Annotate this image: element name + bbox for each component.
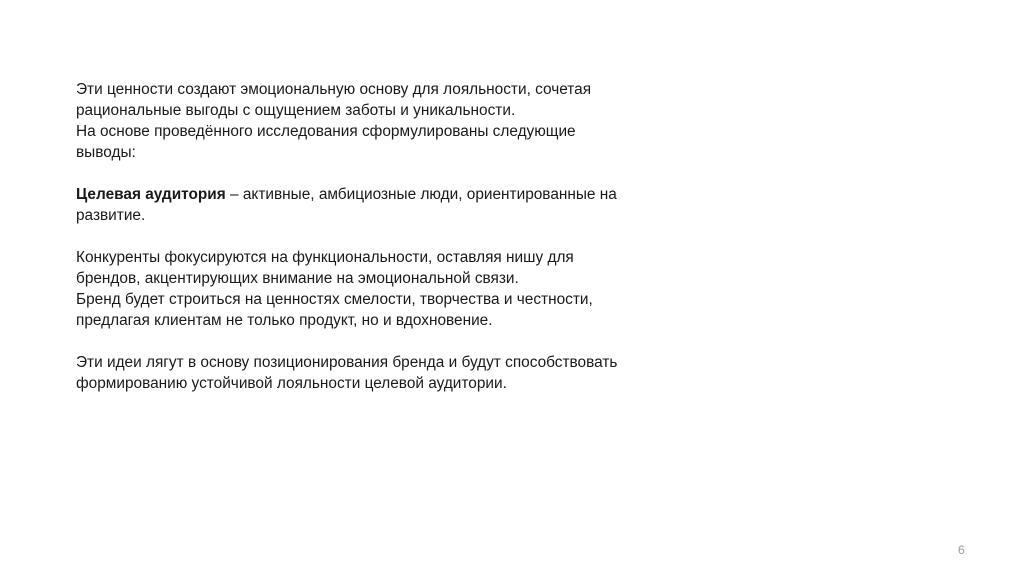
slide-body-text — [76, 79, 696, 394]
text-line: брендов, акцентирующих внимание на эмоциональной связи. — [76, 270, 519, 287]
text-line: формированию устойчивой лояльности целевой аудитории. — [76, 375, 507, 392]
text-line: развитие. — [76, 207, 146, 224]
paragraph-values — [76, 79, 696, 163]
page-number: 6 — [958, 543, 965, 557]
paragraph-target-audience — [76, 184, 696, 226]
paragraph-positioning — [76, 352, 696, 394]
text-line: Бренд будет строиться на ценностях смелости, творчества и честности, — [76, 291, 593, 308]
text-line: На основе проведённого исследования сформулированы следующие — [76, 123, 576, 140]
target-audience-term: Целевая аудитория — [76, 186, 226, 203]
text-line: Эти ценности создают эмоциональную основу для лояльности, сочетая — [76, 81, 592, 98]
text-line: Конкуренты фокусируются на функциональности, оставляя нишу для — [76, 249, 574, 266]
target-audience-description: – активные, амбициозные люди, ориентированные на — [225, 186, 617, 203]
paragraph-competitors — [76, 247, 696, 331]
text-line: Эти идеи лягут в основу позиционирования бренда и будут способствовать — [76, 354, 618, 371]
paragraph-gap — [76, 226, 696, 247]
paragraph-gap — [76, 163, 696, 184]
paragraph-gap — [76, 331, 696, 352]
text-line: предлагая клиентам не только продукт, но и вдохновение. — [76, 312, 493, 329]
text-line — [76, 184, 696, 205]
text-line: рациональные выгоды с ощущением заботы и уникальности. — [76, 102, 516, 119]
text-line: выводы: — [76, 144, 136, 161]
